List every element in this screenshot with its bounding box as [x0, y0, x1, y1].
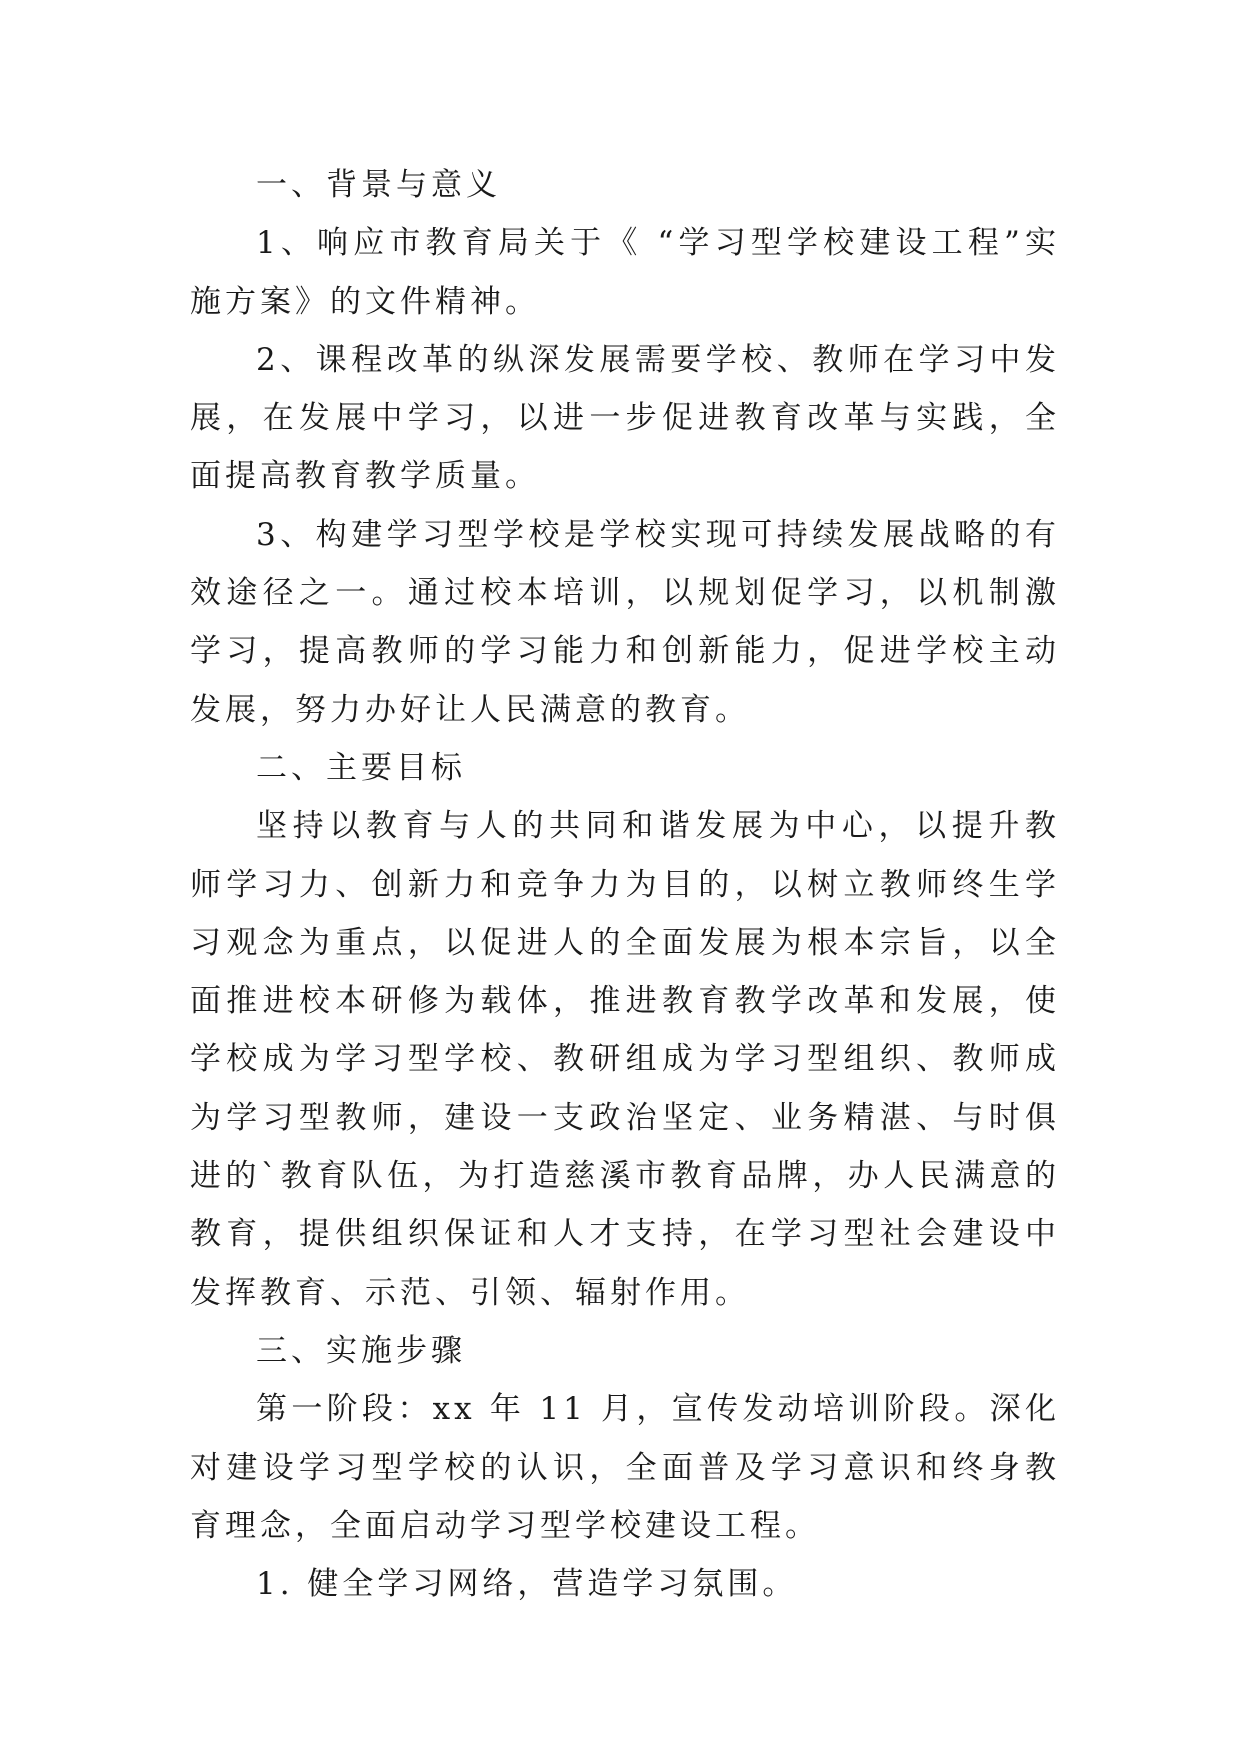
- paragraph-phase-one: 第一阶段：xx 年 11 月，宣传发动培训阶段。深化对建设学习型学校的认识，全面普及学习意识和终身教育理念，全面启动学习型学校建设工程。: [190, 1391, 1060, 1544]
- paragraph-goals: 坚持以教育与人的共同和谐发展为中心，以提升教师学习力、创新力和竞争力为目的，以树立教师终生学习观念为重点，以促进人的全面发展为根本宗旨，以全面推进校本研修为载体，推进教育教学改革和发展，使学校成为学习型学校、教研组成为学习型组织、教师成为学习型教师，建设一支政治坚定、业务精湛、与时俱进的`教育队伍，为打造慈溪市教育品牌，办人民满意的教育，提供组织保证和人才支持，在学习型社会建设中发挥教育、示范、引领、辐射作用。: [190, 808, 1060, 1311]
- paragraph-step-1: 1. 健全学习网络，营造学习氛围。: [256, 1566, 798, 1603]
- paragraph-2: 2、课程改革的纵深发展需要学校、教师在学习中发展，在发展中学习，以进一步促进教育改革与实践，全面提高教育教学质量。: [190, 341, 1060, 495]
- paragraph-3: 3、构建学习型学校是学校实现可持续发展战略的有效途径之一。通过校本培训，以规划促学习，以机制激学习，提高教师的学习能力和创新能力，促进学校主动发展，努力办好让人民满意的教育。: [190, 516, 1060, 728]
- section-heading-steps: 三、实施步骤: [256, 1332, 466, 1369]
- paragraph-1: 1、响应市教育局关于《 “学习型学校建设工程”实施方案》的文件精神。: [190, 225, 1060, 320]
- section-heading-goals: 二、主要目标: [256, 749, 466, 786]
- section-heading-background: 一、背景与意义: [256, 167, 501, 203]
- document-body: [190, 156, 1060, 1613]
